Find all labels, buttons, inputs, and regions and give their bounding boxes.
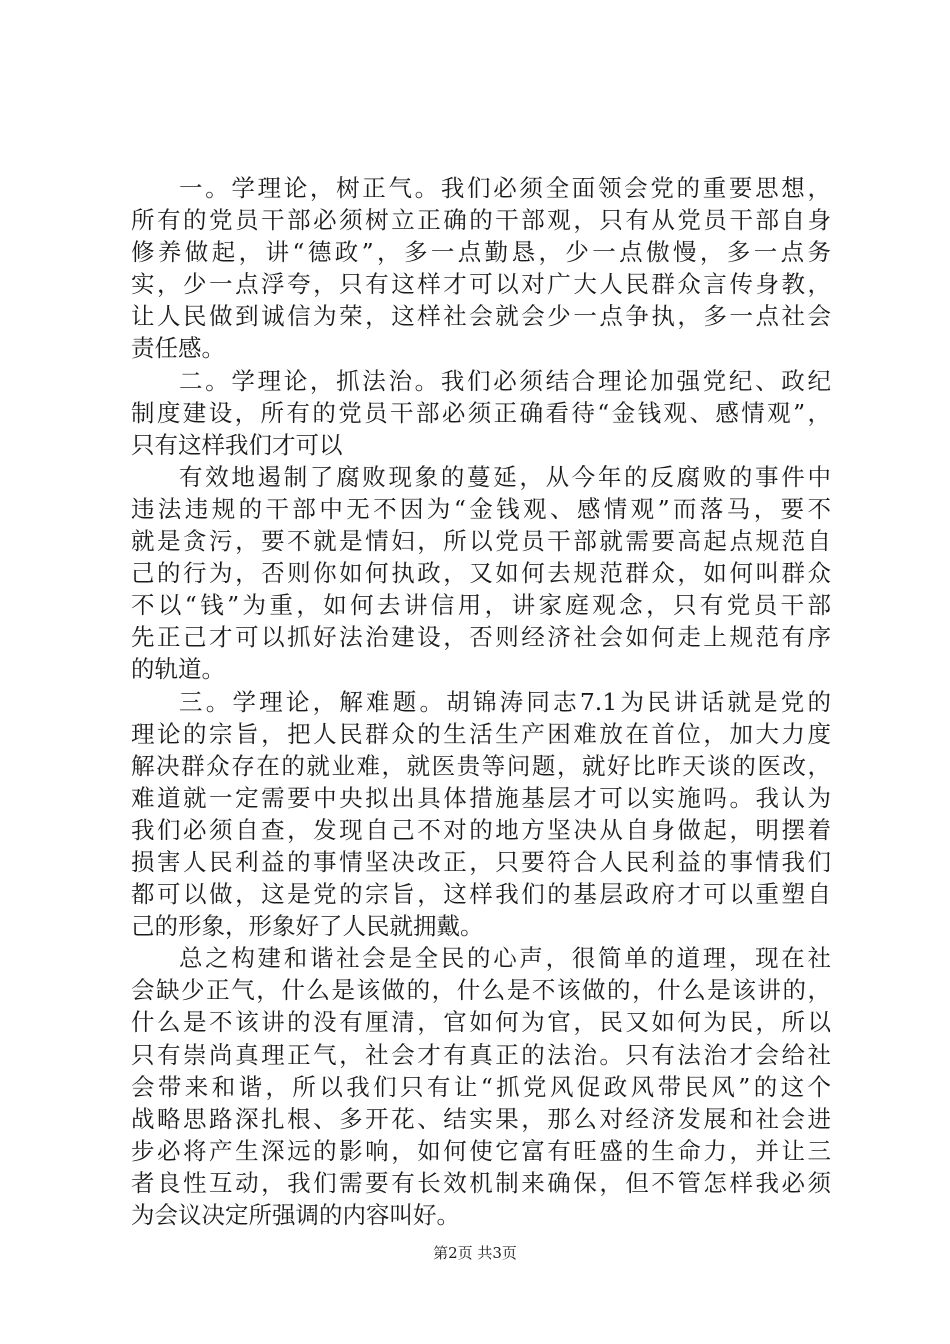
paragraph-line: 的轨道。 [131,655,225,684]
paragraph-line: 理论的宗旨，把人民群众的生活生产困难放在首位，加大力度 [131,719,831,748]
document-body [131,172,831,1231]
paragraph-line: 损害人民利益的事情坚决改正，只要符合人民利益的事情我们 [131,847,831,876]
paragraph [131,942,831,1231]
paragraph-line: 三。学理论，解难题。胡锦涛同志7.1为民讲话就是党的 [179,687,831,716]
paragraph-line: 解决群众存在的就业难，就医贵等问题，就好比昨天谈的医改， [131,751,831,780]
paragraph [131,365,831,461]
paragraph [131,461,831,686]
paragraph-line: 只有这样我们才可以 [131,430,343,459]
paragraph-line: 都可以做，这是党的宗旨，这样我们的基层政府才可以重塑自 [131,880,831,909]
paragraph-line: 总之构建和谐社会是全民的心声，很简单的道理，现在社 [179,944,831,973]
paragraph-line: 会带来和谐，所以我们只有让“抓党风促政风带民风”的这个 [131,1072,831,1101]
paragraph-line: 己的行为，否则你如何执政，又如何去规范群众，如何叫群众 [131,559,831,588]
paragraph-line: 我们必须自查，发现自己不对的地方坚决从自身做起，明摆着 [131,815,831,844]
page-number-label: 第2页 共3页 [433,1244,517,1262]
paragraph-line: 实，少一点浮夸，只有这样才可以对广大人民群众言传身教， [131,270,831,299]
paragraph-line: 者良性互动，我们需要有长效机制来确保，但不管怎样我必须 [131,1168,831,1197]
paragraph-line: 会缺少正气，什么是该做的，什么是不该做的，什么是该讲的， [131,976,831,1005]
paragraph-line: 什么是不该讲的没有厘清，官如何为官，民又如何为民，所以 [131,1008,831,1037]
paragraph-line: 一。学理论，树正气。我们必须全面领会党的重要思想， [179,174,831,202]
paragraph-line: 违法违规的干部中无不因为“金钱观、感情观”而落马，要不 [131,494,831,523]
paragraph-line: 只有崇尚真理正气，社会才有真正的法治。只有法治才会给社 [131,1040,831,1069]
paragraph-line: 就是贪污，要不就是情妇，所以党员干部就需要高起点规范自 [131,527,831,556]
page-footer [0,1243,950,1263]
paragraph-line: 战略思路深扎根、多开花、结实果，那么对经济发展和社会进 [131,1104,831,1133]
paragraph-line: 有效地遏制了腐败现象的蔓延，从今年的反腐败的事件中 [179,462,831,491]
paragraph-line: 二。学理论，抓法治。我们必须结合理论加强党纪、政纪 [179,366,831,395]
paragraph-line: 让人民做到诚信为荣，这样社会就会少一点争执，多一点社会 [131,302,831,331]
paragraph-line: 先正己才可以抓好法治建设，否则经济社会如何走上规范有序 [131,623,831,652]
paragraph-line: 所有的党员干部必须树立正确的干部观，只有从党员干部自身 [131,206,831,235]
paragraph [131,686,831,943]
paragraph-line: 为会议决定所强调的内容叫好。 [131,1201,460,1229]
paragraph-line: 不以“钱”为重，如何去讲信用，讲家庭观念，只有党员干部 [131,591,831,620]
paragraph-line: 制度建设，所有的党员干部必须正确看待“金钱观、感情观”， [131,398,831,427]
paragraph-line: 责任感。 [131,334,225,363]
paragraph-line: 己的形象，形象好了人民就拥戴。 [131,912,484,941]
paragraph [131,172,831,365]
paragraph-line: 难道就一定需要中央拟出具体措施基层才可以实施吗。我认为 [131,783,831,812]
paragraph-line: 步必将产生深远的影响，如何使它富有旺盛的生命力，并让三 [131,1136,831,1165]
paragraph-line: 修养做起，讲“德政”，多一点勤恳，少一点傲慢，多一点务 [131,238,831,267]
